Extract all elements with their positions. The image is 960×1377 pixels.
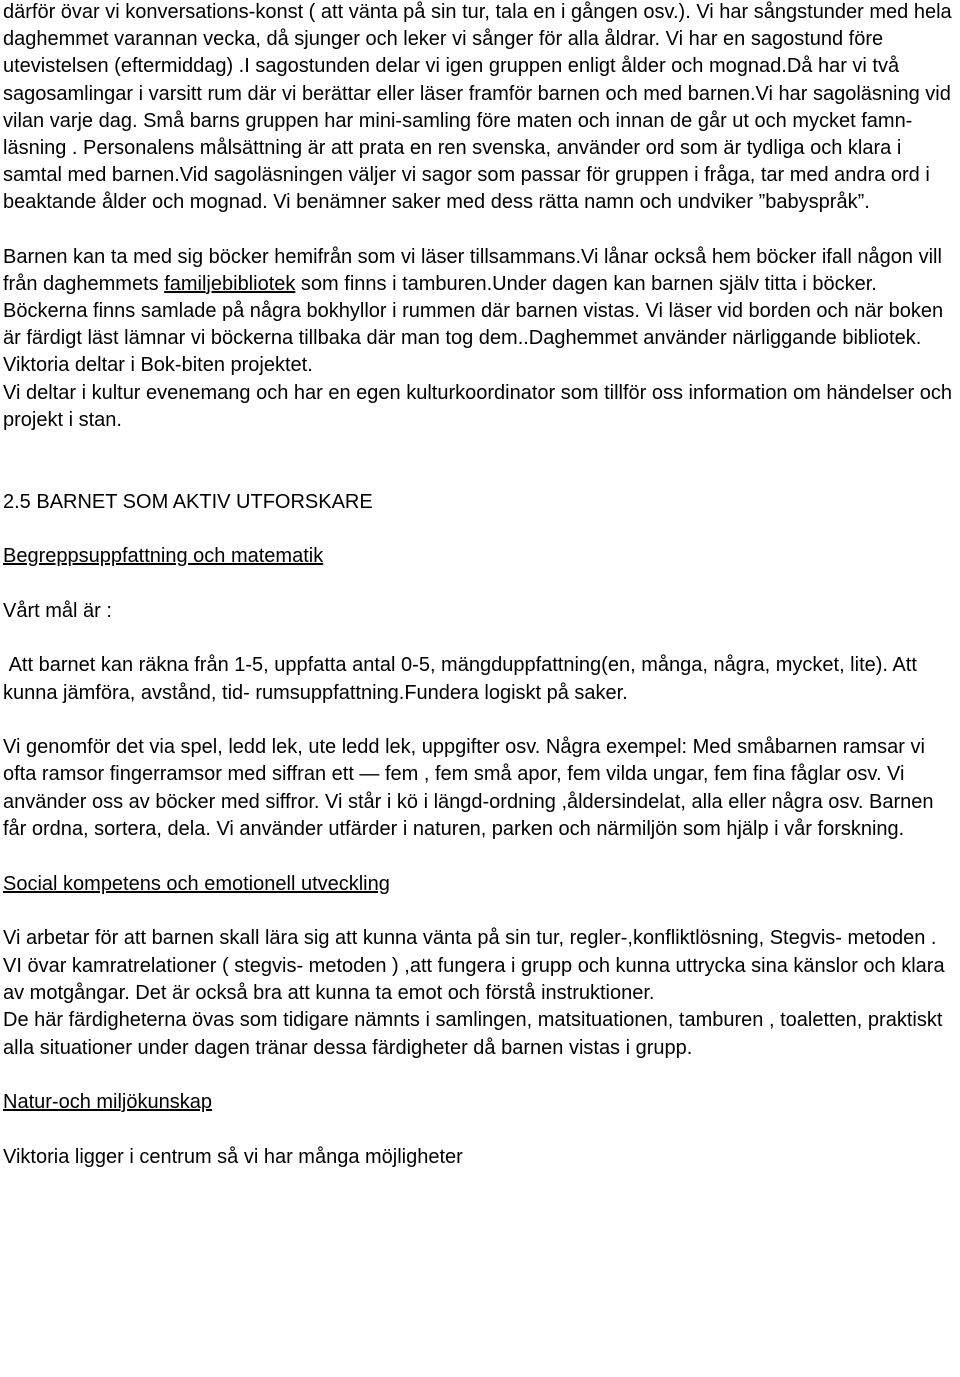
spacer — [3, 1062, 953, 1089]
paragraph-books-text-end: som finns i tamburen.Under dagen kan barnen själv titta i böcker. Böckerna finns samlade på några bokhyllor i rummen där barnen vistas. Vi läser vid borden och när boken är färdigt läst lämnar vi böckerna tillbaka där man tog dem..Daghemmet använder närliggande bibliotek. — [3, 272, 944, 350]
familjebibliotek-link[interactable]: familjebibliotek — [164, 272, 296, 295]
paragraph-culture-events: Vi deltar i kultur evenemang och har en egen kulturkoordinator som tillför oss information om händelser och projekt i stan. — [3, 381, 953, 431]
spacer — [3, 625, 953, 652]
social-paragraph-2: VI övar kamratrelationer ( stegvis- metoden ) ,att fungera i grupp och kunna uttrycka sina känslor och klara av motgångar. Det är också bra att kunna ta emot och förstå instruktioner. — [3, 954, 945, 1004]
goal-text: Att barnet kan räkna från 1-5, uppfatta antal 0-5, mängduppfattning(en, många, några, mycket, lite). Att kunna jämföra, avstånd, tid- rumsuppfattning.Fundera logiskt på saker. — [3, 654, 923, 704]
paragraph-books-from-home — [3, 244, 953, 353]
nature-heading: Natur-och miljökunskap — [3, 1091, 212, 1114]
spacer — [3, 571, 953, 598]
methods-text: Vi genomför det via spel, ledd lek, ute ledd lek, uppgifter osv. Några exempel: Med småbarnen ramsar vi ofta ramsor fingerramsor med siffran ett — fem , fem små apor, fem vilda ungar, fem fina fåglar osv. Vi använder oss av böcker med siffror. Vi står i kö i längd-ordning ,åldersindelat, alla eller några osv. Barnen får ordna, sortera, dela. Vi använder utfärder i naturen, parken och närmiljön som hjälp i vår forskning. — [3, 736, 934, 841]
goal-label: Vårt mål är : — [3, 599, 112, 622]
paragraph-bok-biten: Viktoria deltar i Bok-biten projektet. — [3, 354, 313, 377]
spacer — [3, 516, 953, 543]
section-heading: 2.5 BARNET SOM AKTIV UTFORSKARE — [3, 491, 373, 514]
spacer — [3, 898, 953, 925]
spacer — [3, 1117, 953, 1144]
paragraph-books-text-start: Barnen kan ta med sig böcker hemifrån som vi läser tillsammans.Vi lånar också hem böcker ifall någon vill från daghemmets — [3, 245, 942, 295]
spacer — [3, 707, 953, 734]
spacer — [3, 434, 953, 489]
math-heading: Begreppsuppfattning och matematik — [3, 545, 324, 568]
document-page — [3, 0, 953, 1171]
social-paragraph-3: De här färdigheterna övas som tidigare nämnts i samlingen, matsituationen, tamburen , toaletten, praktiskt alla situationer under dagen tränar dessa färdigheter då barnen vistas i grupp. — [3, 1009, 943, 1059]
social-paragraph-1: Vi arbetar för att barnen skall lära sig att kunna vänta på sin tur, regler-,konfliktlösning, Stegvis- metoden . — [3, 927, 937, 950]
nature-text: Viktoria ligger i centrum så vi har många möjligheter — [3, 1145, 463, 1168]
social-heading: Social kompetens och emotionell utveckling — [3, 872, 390, 895]
spacer — [3, 844, 953, 871]
paragraph-conversation-and-reading: därför övar vi konversations-konst ( att vänta på sin tur, tala en i gången osv.). Vi har sångstunder med hela daghemmet varannan vecka, då sjunger och leker vi sånger för alla åldrar. Vi har en sagostund före utevistelsen (eftermiddag) .I sagostunden delar vi igen gruppen enligt ålder och mognad.Då har vi två sagosamlingar i varsitt rum där vi berättar eller läser framför barnen och med barnen.Vi har sagoläsning vid vilan varje dag. Små barns gruppen har mini-samling före maten och innan de går ut och mycket famn-läsning . Personalens målsättning är att prata en ren svenska, använder ord som är tydliga och klara i samtal med barnen.Vid sagoläsningen väljer vi sagor som passar för gruppen i fråga, tar med andra ord i beaktande ålder och mognad. Vi benämner saker med dess rätta namn och undviker ”babyspråk”. — [3, 1, 952, 214]
spacer — [3, 217, 953, 244]
